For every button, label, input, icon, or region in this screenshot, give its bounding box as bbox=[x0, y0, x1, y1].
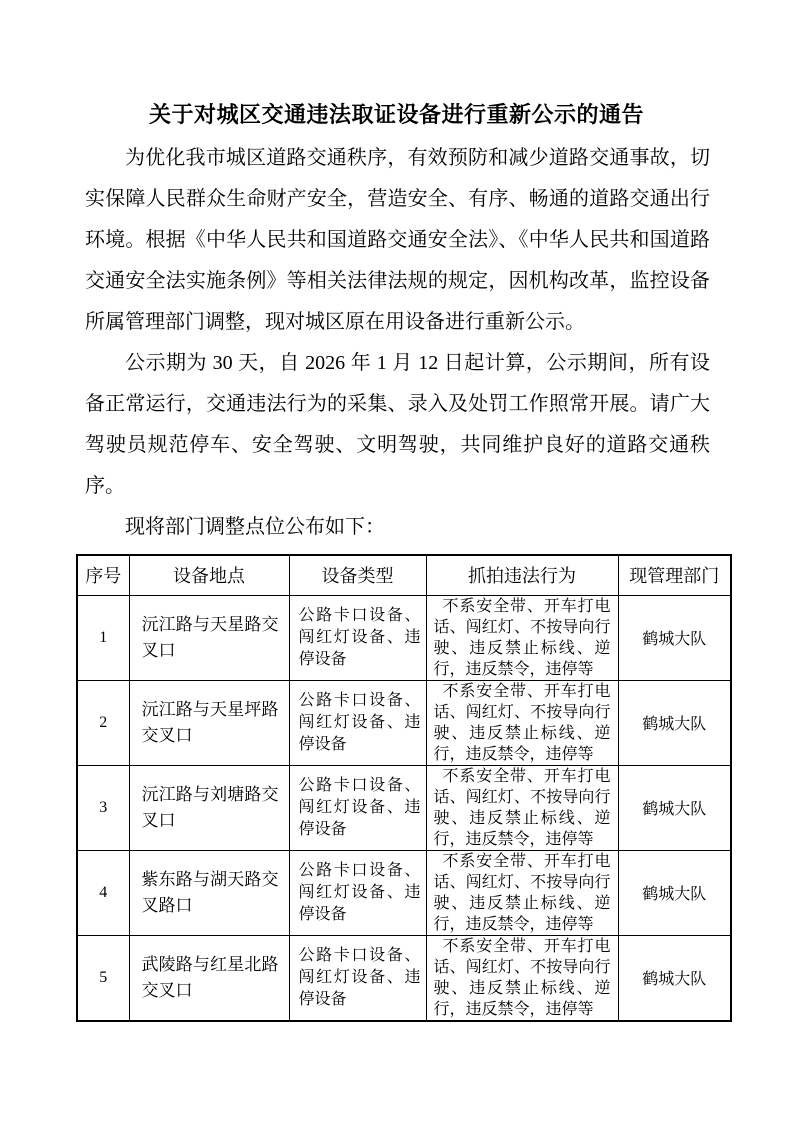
table-row bbox=[77, 935, 731, 1021]
cell-type: 公路卡口设备、闯红灯设备、违停设备 bbox=[289, 765, 426, 850]
paragraph-intro: 为优化我市城区道路交通秩序，有效预防和减少道路交通事故，切实保障人民群众生命财产安全，营造安全、有序、畅通的道路交通出行环境。根据《中华人民共和国道路交通安全法》、《中华人民共和国道路交通安全法实施条例》等相关法律法规的规定，因机构改革，监控设备所属管理部门调整，现对城区原在用设备进行重新公示。 bbox=[85, 147, 710, 333]
table-row bbox=[77, 850, 731, 935]
cell-violations: 不系安全带、开车打电话、闯红灯、不按导向行驶、违反禁止标线、逆行，违反禁令，违停等 bbox=[426, 765, 618, 850]
device-table bbox=[76, 554, 732, 1022]
cell-location: 武陵路与红星北路交叉口 bbox=[129, 935, 289, 1021]
column-header-no: 序号 bbox=[77, 555, 129, 595]
table-row bbox=[77, 765, 731, 850]
column-header-location: 设备地点 bbox=[129, 555, 289, 595]
cell-no: 3 bbox=[77, 765, 129, 850]
cell-department: 鹤城大队 bbox=[618, 765, 731, 850]
cell-department: 鹤城大队 bbox=[618, 595, 731, 680]
device-table-container bbox=[76, 554, 720, 1022]
cell-location: 沅江路与天星坪路交叉口 bbox=[129, 680, 289, 765]
cell-no: 5 bbox=[77, 935, 129, 1021]
table-row bbox=[77, 680, 731, 765]
cell-location: 紫东路与湖天路交叉路口 bbox=[129, 850, 289, 935]
paragraph-table-lead-in: 现将部门调整点位公布如下： bbox=[125, 516, 385, 538]
cell-department: 鹤城大队 bbox=[618, 935, 731, 1021]
page-title: 关于对城区交通违法取证设备进行重新公示的通告 bbox=[148, 102, 644, 127]
cell-type: 公路卡口设备、闯红灯设备、违停设备 bbox=[289, 595, 426, 680]
cell-location: 沅江路与刘塘路交叉口 bbox=[129, 765, 289, 850]
table-row bbox=[77, 595, 731, 680]
cell-type: 公路卡口设备、闯红灯设备、违停设备 bbox=[289, 850, 426, 935]
paragraph-publicity-period: 公示期为 30 天，自 2026 年 1 月 12 日起计算，公示期间，所有设备正常运行，交通违法行为的采集、录入及处罚工作照常开展。请广大驾驶员规范停车、安全驾驶、文明驾驶，共同维护良好的道路交通秩序。 bbox=[85, 352, 710, 497]
cell-no: 2 bbox=[77, 680, 129, 765]
table-header-row bbox=[77, 555, 731, 595]
column-header-type: 设备类型 bbox=[289, 555, 426, 595]
cell-no: 1 bbox=[77, 595, 129, 680]
cell-violations: 不系安全带、开车打电话、闯红灯、不按导向行驶、违反禁止标线、逆行，违反禁令，违停等 bbox=[426, 935, 618, 1021]
cell-location: 沅江路与天星路交叉口 bbox=[129, 595, 289, 680]
column-header-violations: 抓拍违法行为 bbox=[426, 555, 618, 595]
cell-violations: 不系安全带、开车打电话、闯红灯、不按导向行驶、违反禁止标线、逆行，违反禁令，违停等 bbox=[426, 850, 618, 935]
cell-violations: 不系安全带、开车打电话、闯红灯、不按导向行驶、违反禁止标线、逆行，违反禁令，违停等 bbox=[426, 595, 618, 680]
cell-department: 鹤城大队 bbox=[618, 850, 731, 935]
document-body bbox=[0, 130, 793, 1022]
cell-type: 公路卡口设备、闯红灯设备、违停设备 bbox=[289, 680, 426, 765]
cell-type: 公路卡口设备、闯红灯设备、违停设备 bbox=[289, 935, 426, 1021]
cell-violations: 不系安全带、开车打电话、闯红灯、不按导向行驶、违反禁止标线、逆行，违反禁令，违停等 bbox=[426, 680, 618, 765]
cell-department: 鹤城大队 bbox=[618, 680, 731, 765]
cell-no: 4 bbox=[77, 850, 129, 935]
column-header-department: 现管理部门 bbox=[618, 555, 731, 595]
